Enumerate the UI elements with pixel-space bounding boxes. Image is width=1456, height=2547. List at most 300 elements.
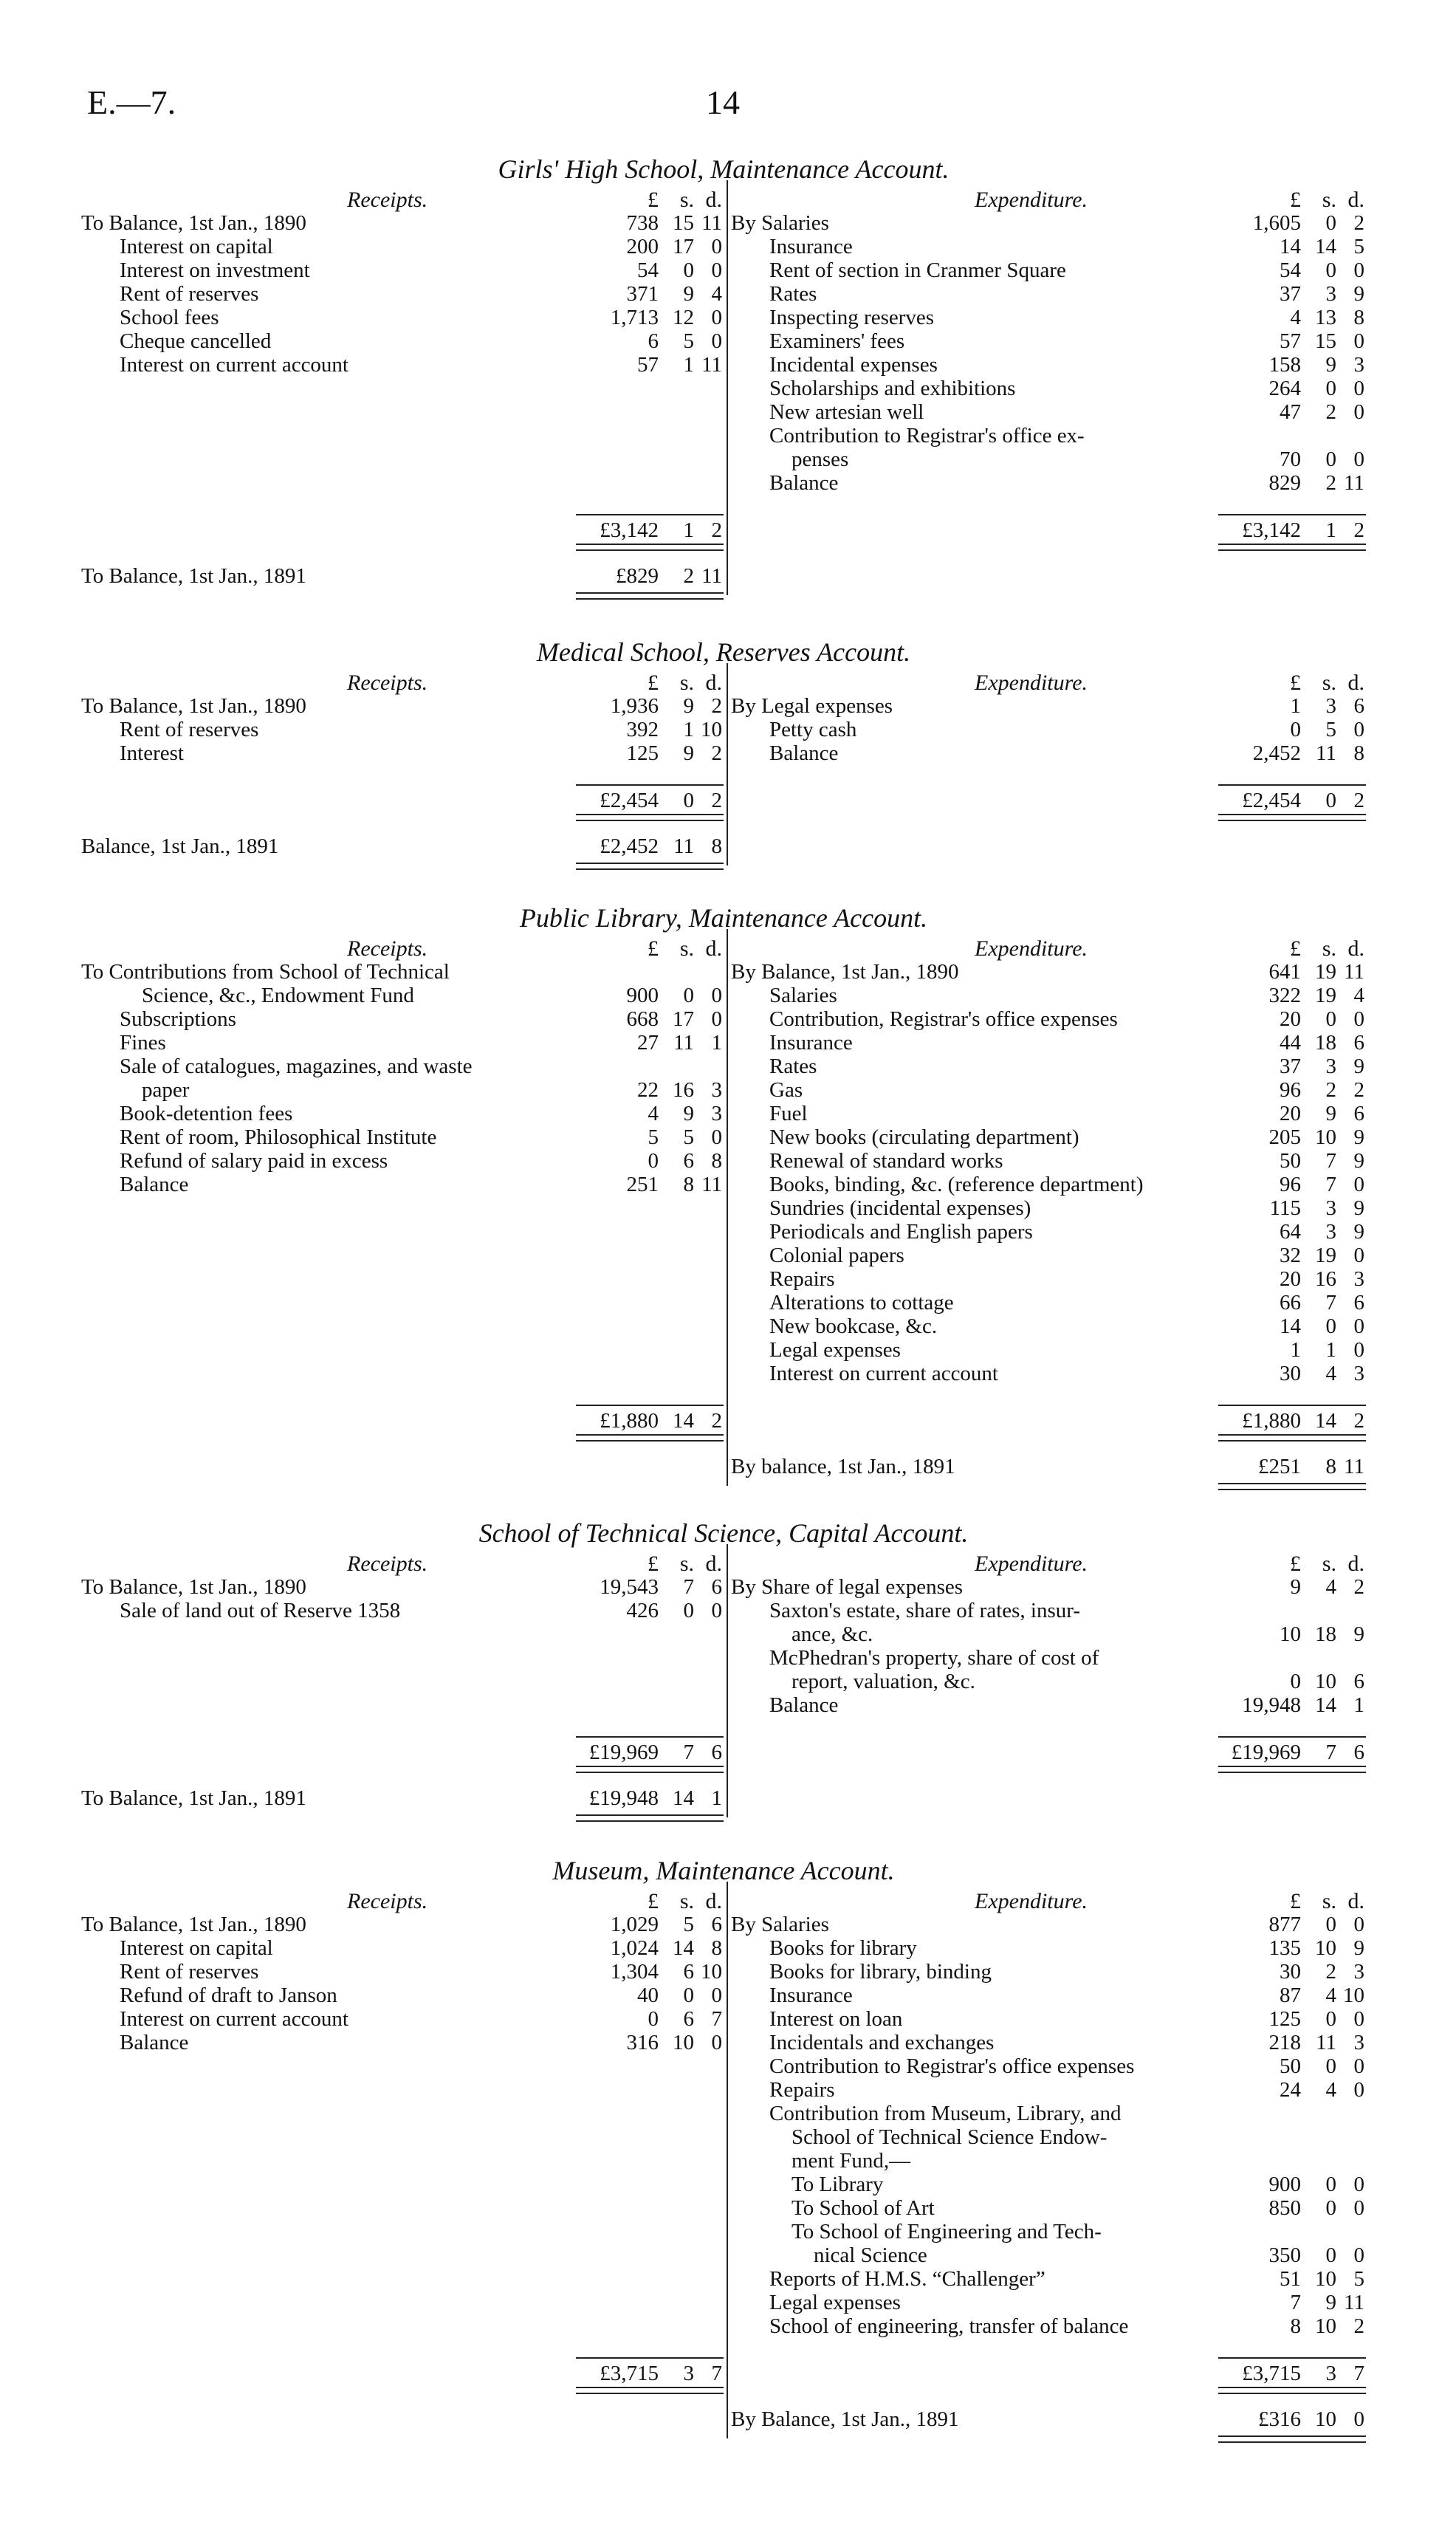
entry-pounds: 30 xyxy=(1280,1960,1301,1984)
column-unit-pence: d. xyxy=(705,188,722,212)
entry-amount xyxy=(1226,2125,1366,2149)
entry-pence: 0 xyxy=(1353,2078,1364,2102)
column-unit-pence: d. xyxy=(1347,1552,1364,1576)
entry-description: Saxton's estate, share of rates, insur- xyxy=(769,1599,1080,1622)
entry-description: penses xyxy=(791,448,849,471)
entry-shillings: 9 xyxy=(1325,353,1336,377)
expenditure-row xyxy=(731,1220,1366,1244)
entry-shillings: 18 xyxy=(1315,1622,1336,1646)
blank-row xyxy=(81,2102,724,2125)
entry-pence: 0 xyxy=(711,2031,722,2054)
spacer xyxy=(731,1385,1366,1405)
total-rule xyxy=(1218,2387,1366,2394)
entry-pence: 3 xyxy=(1353,353,1364,377)
entry-shillings: 9 xyxy=(1325,1102,1336,1125)
balance-description: To Balance, 1st Jan., 1891 xyxy=(81,564,306,588)
blank-row xyxy=(81,2196,724,2220)
expenditure-row xyxy=(731,960,1366,984)
entry-shillings: 6 xyxy=(683,2007,694,2031)
expenditure-header xyxy=(731,671,1366,694)
entry-amount xyxy=(1226,2149,1366,2173)
entry-pence: 0 xyxy=(1353,258,1364,282)
entry-pounds: 4 xyxy=(1290,306,1301,329)
entry-description: Interest on current account xyxy=(120,353,348,377)
receipt-row xyxy=(81,306,724,329)
entry-pence: 8 xyxy=(711,1149,722,1173)
balance-shillings: 2 xyxy=(683,564,694,588)
entry-description: Rent of reserves xyxy=(120,1960,259,1984)
entry-pounds: 850 xyxy=(1268,2196,1301,2220)
entry-amount xyxy=(1226,282,1366,306)
total-pounds: £1,880 xyxy=(600,1409,659,1433)
column-unit-pence: d. xyxy=(705,671,722,695)
balance-shillings: 14 xyxy=(673,1786,694,1810)
balance-amount xyxy=(583,561,724,591)
column-unit-pence: d. xyxy=(705,1889,722,1913)
entry-description: Periodicals and English papers xyxy=(769,1220,1033,1244)
entry-shillings: 9 xyxy=(683,694,694,718)
entry-pence: 9 xyxy=(1353,1055,1364,1078)
column-unit-pence: d. xyxy=(1347,671,1364,695)
entry-pence: 0 xyxy=(711,1125,722,1149)
entry-amount xyxy=(1226,2220,1366,2243)
balance-pence: 11 xyxy=(701,564,722,588)
entry-shillings: 7 xyxy=(683,1575,694,1599)
entry-shillings: 2 xyxy=(1325,471,1336,495)
entry-amount xyxy=(1226,1984,1366,2007)
balance-pence: 11 xyxy=(1344,1455,1364,1478)
entry-pence: 0 xyxy=(711,306,722,329)
entry-pence: 9 xyxy=(1353,1622,1364,1646)
entry-shillings: 14 xyxy=(1315,1693,1336,1717)
entry-description: Rent of reserves xyxy=(120,282,259,306)
entry-description: New artesian well xyxy=(769,400,924,424)
total-amount xyxy=(576,1405,724,1436)
entry-pounds: 37 xyxy=(1280,1055,1301,1078)
entry-amount xyxy=(1226,2173,1366,2196)
entry-description: nical Science xyxy=(814,2243,927,2267)
balance-pence: 8 xyxy=(711,834,722,858)
blank-row xyxy=(81,1622,724,1646)
balance-amount xyxy=(1226,2404,1366,2434)
entry-pounds: 70 xyxy=(1280,448,1301,471)
expenditure-column xyxy=(731,936,1366,1442)
entry-pounds: 350 xyxy=(1268,2243,1301,2267)
entry-pence: 0 xyxy=(711,329,722,353)
column-unit-shillings: s. xyxy=(1322,1552,1336,1576)
entry-description: Contribution, Registrar's office expenses xyxy=(769,1007,1118,1031)
entry-amount xyxy=(583,1031,724,1055)
entry-description: By Legal expenses xyxy=(731,694,893,718)
expenditure-total xyxy=(731,1736,1366,1766)
entry-pence: 11 xyxy=(701,211,722,235)
entry-amount xyxy=(1226,1078,1366,1102)
entry-pence: 4 xyxy=(711,282,722,306)
expenditure-header xyxy=(731,188,1366,211)
entry-amount xyxy=(1226,960,1366,984)
entry-description: Salaries xyxy=(769,984,837,1007)
column-unit-shillings: s. xyxy=(679,1552,694,1576)
entry-pounds: 9 xyxy=(1290,1575,1301,1599)
blank-row xyxy=(81,2173,724,2196)
entry-shillings: 4 xyxy=(1325,1362,1336,1385)
column-unit-pounds: £ xyxy=(1290,671,1301,695)
entry-description: By Share of legal expenses xyxy=(731,1575,964,1599)
entry-description: Alterations to cottage xyxy=(769,1291,954,1314)
expenditure-row xyxy=(731,1670,1366,1693)
entry-pence: 9 xyxy=(1353,1125,1364,1149)
entry-shillings: 5 xyxy=(683,1125,694,1149)
section-title: Public Library, Maintenance Account. xyxy=(519,903,928,933)
expenditure-row xyxy=(731,448,1366,471)
entry-description: Sale of land out of Reserve 1358 xyxy=(120,1599,401,1622)
entry-amount xyxy=(1226,1196,1366,1220)
entry-description: Cheque cancelled xyxy=(120,329,272,353)
entry-description: By Balance, 1st Jan., 1890 xyxy=(731,960,959,984)
balance-rule xyxy=(576,863,724,870)
entry-shillings: 1 xyxy=(1325,1338,1336,1362)
balance-shillings: 11 xyxy=(673,834,694,858)
blank-row xyxy=(81,1220,724,1244)
total-pence: 6 xyxy=(711,1741,722,1764)
blank-row xyxy=(81,2054,724,2078)
entry-pounds: 96 xyxy=(1280,1173,1301,1196)
entry-amount xyxy=(1226,211,1366,235)
entry-amount xyxy=(1226,1267,1366,1291)
entry-pence: 3 xyxy=(1353,2031,1364,2054)
total-rule xyxy=(576,2387,724,2394)
entry-shillings: 0 xyxy=(1325,2173,1336,2196)
entry-shillings: 0 xyxy=(1325,2007,1336,2031)
entry-pounds: 1 xyxy=(1290,694,1301,718)
expenditure-row xyxy=(731,353,1366,377)
total-amount xyxy=(576,514,724,545)
entry-shillings: 10 xyxy=(1315,2314,1336,2338)
entry-amount xyxy=(583,694,724,718)
total-pounds: £3,142 xyxy=(1242,518,1301,542)
entry-amount xyxy=(583,211,724,235)
entry-amount xyxy=(583,1078,724,1102)
entry-pounds: 322 xyxy=(1268,984,1301,1007)
total-rule xyxy=(576,814,724,821)
entry-pounds: 22 xyxy=(637,1078,659,1102)
entry-amount xyxy=(583,2031,724,2054)
column-unit-shillings: s. xyxy=(1322,1889,1336,1913)
entry-pounds: 0 xyxy=(648,1149,659,1173)
entry-description: To Balance, 1st Jan., 1890 xyxy=(81,694,306,718)
entry-pounds: 20 xyxy=(1280,1267,1301,1291)
total-pounds: £19,969 xyxy=(1231,1741,1301,1764)
entry-shillings: 14 xyxy=(673,1936,694,1960)
entry-amount xyxy=(1226,1220,1366,1244)
entry-description: Rates xyxy=(769,282,817,306)
entry-pence: 0 xyxy=(711,1599,722,1622)
receipt-row xyxy=(81,1031,724,1055)
entry-pounds: 5 xyxy=(648,1125,659,1149)
entry-pounds: 14 xyxy=(1280,235,1301,258)
entry-description: Incidentals and exchanges xyxy=(769,2031,995,2054)
total-amount xyxy=(1218,784,1366,815)
entry-amount xyxy=(1226,2243,1366,2267)
entry-pence: 0 xyxy=(711,1984,722,2007)
expenditure-row xyxy=(731,2102,1366,2125)
entry-amount xyxy=(1226,1102,1366,1125)
entry-description: Repairs xyxy=(769,2078,835,2102)
entry-description: Subscriptions xyxy=(120,1007,236,1031)
entry-pence: 9 xyxy=(1353,1196,1364,1220)
entry-pounds: 1,713 xyxy=(610,306,659,329)
entry-description: To Balance, 1st Jan., 1890 xyxy=(81,1575,306,1599)
balance-description: By balance, 1st Jan., 1891 xyxy=(731,1455,955,1478)
column-unit-shillings: s. xyxy=(1322,188,1336,212)
entry-pence: 0 xyxy=(1353,2173,1364,2196)
entry-pence: 0 xyxy=(1353,1314,1364,1338)
entry-pence: 10 xyxy=(701,718,722,741)
entry-description: School of engineering, transfer of balance xyxy=(769,2314,1129,2338)
receipt-row xyxy=(81,694,724,718)
expenditure-label: Expenditure. xyxy=(975,1552,1088,1576)
total-pence: 2 xyxy=(711,518,722,542)
total-rule xyxy=(1218,814,1366,821)
receipt-row xyxy=(81,282,724,306)
entry-amount xyxy=(583,1125,724,1149)
expenditure-row xyxy=(731,211,1366,235)
entry-amount xyxy=(1226,2196,1366,2220)
entry-pounds: 371 xyxy=(626,282,659,306)
expenditure-label: Expenditure. xyxy=(975,671,1088,695)
receipt-row xyxy=(81,1984,724,2007)
entry-pounds: 50 xyxy=(1280,1149,1301,1173)
blank-row xyxy=(81,1291,724,1314)
entry-pounds: 1,605 xyxy=(1252,211,1301,235)
entry-pounds: 0 xyxy=(648,2007,659,2031)
entry-pounds: 96 xyxy=(1280,1078,1301,1102)
entry-pence: 11 xyxy=(1344,960,1364,984)
receipts-label: Receipts. xyxy=(347,1889,428,1913)
column-unit-pounds: £ xyxy=(648,1552,659,1576)
expenditure-row xyxy=(731,1125,1366,1149)
expenditure-row xyxy=(731,694,1366,718)
entry-description: School fees xyxy=(120,306,219,329)
entry-amount xyxy=(583,1960,724,1984)
entry-amount xyxy=(1226,1362,1366,1385)
entry-description: Refund of draft to Janson xyxy=(120,1984,337,2007)
entry-shillings: 19 xyxy=(1315,1244,1336,1267)
entry-amount xyxy=(1226,1125,1366,1149)
expenditure-row xyxy=(731,2007,1366,2031)
spacer xyxy=(81,2338,724,2357)
entry-pence: 9 xyxy=(1353,282,1364,306)
entry-amount xyxy=(1226,694,1366,718)
entry-amount xyxy=(583,741,724,765)
expenditure-row xyxy=(731,1031,1366,1055)
spacer xyxy=(81,1717,724,1736)
total-pounds: £2,454 xyxy=(600,789,659,812)
entry-amount xyxy=(583,1007,724,1031)
column-unit-shillings: s. xyxy=(679,1889,694,1913)
spacer xyxy=(731,2338,1366,2357)
entry-amount xyxy=(1226,400,1366,424)
receipts-column xyxy=(81,188,724,551)
entry-description: Repairs xyxy=(769,1267,835,1291)
entry-amount xyxy=(1226,1314,1366,1338)
entry-pounds: 54 xyxy=(637,258,659,282)
column-unit-shillings: s. xyxy=(679,936,694,961)
blank-row xyxy=(81,2149,724,2173)
expenditure-label: Expenditure. xyxy=(975,1889,1088,1913)
total-pounds: £19,969 xyxy=(588,1741,659,1764)
entry-amount xyxy=(1226,1622,1366,1646)
balance-rule xyxy=(576,592,724,600)
receipt-row xyxy=(81,984,724,1007)
column-unit-pence: d. xyxy=(1347,188,1364,212)
blank-row xyxy=(81,1646,724,1670)
entry-pence: 6 xyxy=(711,1913,722,1936)
balance-pence: 1 xyxy=(711,1786,722,1810)
entry-description: Sundries (incidental expenses) xyxy=(769,1196,1031,1220)
entry-description: Interest xyxy=(120,741,184,765)
entry-pounds: 47 xyxy=(1280,400,1301,424)
entry-description: Insurance xyxy=(769,1984,853,2007)
column-unit-shillings: s. xyxy=(679,188,694,212)
receipts-header xyxy=(81,188,724,211)
total-pounds: £3,715 xyxy=(600,2362,659,2385)
receipts-total xyxy=(81,1736,724,1766)
entry-description: Balance xyxy=(120,2031,189,2054)
entry-pounds: 57 xyxy=(1280,329,1301,353)
entry-amount xyxy=(1226,306,1366,329)
balance-pounds: £2,452 xyxy=(600,834,659,858)
total-shillings: 0 xyxy=(683,789,694,812)
expenditure-row xyxy=(731,424,1366,448)
entry-amount xyxy=(583,306,724,329)
entry-pounds: 158 xyxy=(1268,353,1301,377)
blank-row xyxy=(81,1362,724,1385)
total-shillings: 1 xyxy=(1325,518,1336,542)
column-unit-pence: d. xyxy=(1347,936,1364,961)
expenditure-label: Expenditure. xyxy=(975,936,1088,961)
balance-rule xyxy=(1218,2435,1366,2443)
receipts-header xyxy=(81,1889,724,1913)
spacer xyxy=(731,1717,1366,1736)
entry-shillings: 10 xyxy=(1315,1936,1336,1960)
receipt-row xyxy=(81,1125,724,1149)
receipts-header xyxy=(81,936,724,960)
entry-amount xyxy=(1226,1291,1366,1314)
entry-pounds: 641 xyxy=(1268,960,1301,984)
entry-shillings: 1 xyxy=(683,353,694,377)
entry-pence: 11 xyxy=(701,353,722,377)
entry-description: Science, &c., Endowment Fund xyxy=(142,984,414,1007)
entry-pence: 9 xyxy=(1353,1149,1364,1173)
entry-description: New bookcase, &c. xyxy=(769,1314,938,1338)
entry-description: Fuel xyxy=(769,1102,808,1125)
entry-pence: 0 xyxy=(1353,1007,1364,1031)
balance-pounds: £19,948 xyxy=(588,1786,659,1810)
spacer xyxy=(81,765,724,784)
entry-description: Rent of section in Cranmer Square xyxy=(769,258,1066,282)
expenditure-header xyxy=(731,936,1366,960)
entry-amount xyxy=(1226,258,1366,282)
total-pounds: £3,715 xyxy=(1242,2362,1301,2385)
entry-shillings: 16 xyxy=(673,1078,694,1102)
entry-description: McPhedran's property, share of cost of xyxy=(769,1646,1099,1670)
expenditure-row xyxy=(731,2220,1366,2243)
entry-pounds: 27 xyxy=(637,1031,659,1055)
entry-pounds: 1,304 xyxy=(610,1960,659,1984)
balance-pounds: £316 xyxy=(1258,2407,1301,2431)
entry-pounds: 4 xyxy=(648,1102,659,1125)
entry-shillings: 17 xyxy=(673,1007,694,1031)
entry-description: Reports of H.M.S. “Challenger” xyxy=(769,2267,1045,2291)
entry-shillings: 10 xyxy=(673,2031,694,2054)
entry-description: Gas xyxy=(769,1078,803,1102)
entry-pence: 4 xyxy=(1353,984,1364,1007)
entry-pounds: 738 xyxy=(626,211,659,235)
entry-pounds: 6 xyxy=(648,329,659,353)
entry-pence: 3 xyxy=(711,1078,722,1102)
entry-pounds: 251 xyxy=(626,1173,659,1196)
entry-amount xyxy=(1226,741,1366,765)
entry-amount xyxy=(583,1173,724,1196)
blank-row xyxy=(81,1244,724,1267)
entry-pence: 0 xyxy=(711,1007,722,1031)
entry-pence: 1 xyxy=(1353,1693,1364,1717)
entry-pence: 9 xyxy=(1353,1936,1364,1960)
total-pence: 6 xyxy=(1353,1741,1364,1764)
entry-amount xyxy=(1226,1693,1366,1717)
receipt-row xyxy=(81,1007,724,1031)
entry-pounds: 44 xyxy=(1280,1031,1301,1055)
receipt-row xyxy=(81,2031,724,2054)
entry-pence: 0 xyxy=(711,258,722,282)
entry-amount xyxy=(1226,1173,1366,1196)
receipt-row xyxy=(81,1173,724,1196)
entry-pounds: 264 xyxy=(1268,377,1301,400)
entry-shillings: 10 xyxy=(1315,2267,1336,2291)
receipt-row xyxy=(81,211,724,235)
balance-amount xyxy=(583,1783,724,1813)
receipts-column xyxy=(81,1889,724,2394)
entry-amount xyxy=(1226,353,1366,377)
entry-shillings: 6 xyxy=(683,1960,694,1984)
entry-shillings: 7 xyxy=(1325,1291,1336,1314)
entry-description: By Salaries xyxy=(731,1913,829,1936)
expenditure-row xyxy=(731,2196,1366,2220)
column-divider xyxy=(727,1544,728,1817)
entry-shillings: 3 xyxy=(1325,694,1336,718)
expenditure-row xyxy=(731,2291,1366,2314)
expenditure-total xyxy=(731,784,1366,814)
page-number: 14 xyxy=(706,83,740,121)
entry-description: Books for library, binding xyxy=(769,1960,992,1984)
expenditure-row xyxy=(731,1149,1366,1173)
entry-pounds: 19,948 xyxy=(1242,1693,1301,1717)
entry-pence: 6 xyxy=(1353,1291,1364,1314)
total-amount xyxy=(1218,514,1366,545)
expenditure-row xyxy=(731,471,1366,495)
spacer xyxy=(81,1385,724,1405)
receipt-row xyxy=(81,1102,724,1125)
receipts-label: Receipts. xyxy=(347,1552,428,1576)
column-unit-pounds: £ xyxy=(1290,1552,1301,1576)
entry-description: Interest on current account xyxy=(120,2007,348,2031)
entry-description: To School of Art xyxy=(791,2196,935,2220)
receipts-total xyxy=(81,784,724,814)
entry-pence: 7 xyxy=(711,2007,722,2031)
spacer xyxy=(81,495,724,514)
entry-description: Contribution to Registrar's office expenses xyxy=(769,2054,1135,2078)
